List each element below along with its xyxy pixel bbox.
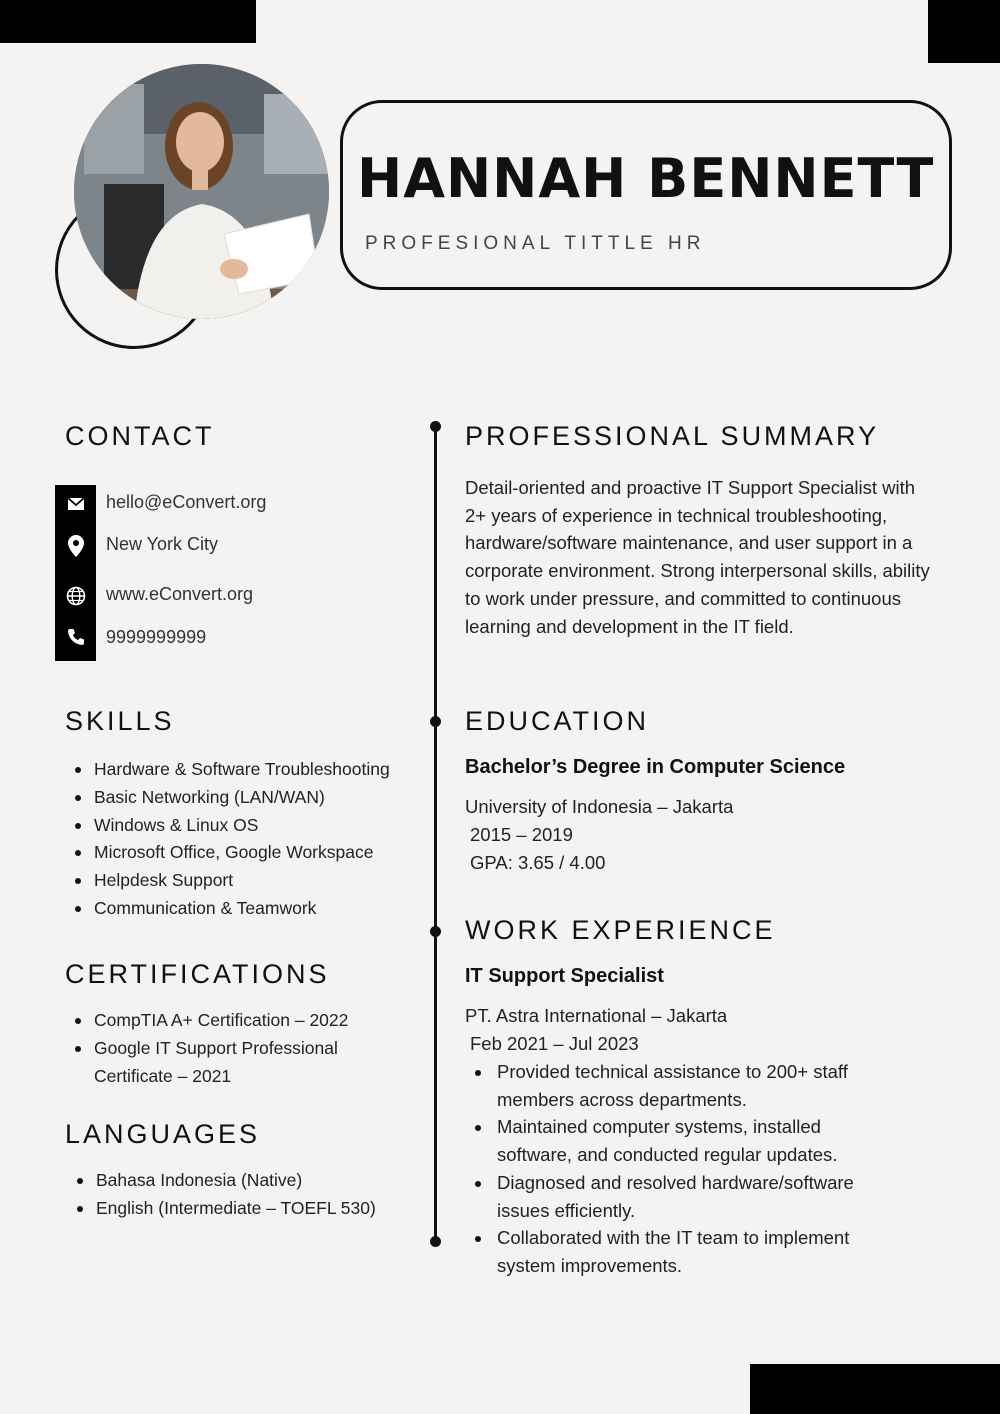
- list-item: CompTIA A+ Certification – 2022: [66, 1007, 376, 1035]
- list-item: Bahasa Indonesia (Native): [68, 1167, 418, 1195]
- name-card: [340, 100, 952, 290]
- languages-heading: LANGUAGES: [65, 1119, 261, 1149]
- certifications-list: [66, 1007, 376, 1090]
- contact-website[interactable]: www.eConvert.org: [106, 584, 254, 604]
- contact-email[interactable]: hello@eConvert.org: [106, 492, 267, 512]
- education-gpa: GPA: 3.65 / 4.00: [470, 852, 606, 873]
- job-title: PROFESIONAL TITTLE HR: [365, 233, 706, 254]
- list-item: Microsoft Office, Google Workspace: [66, 839, 416, 867]
- education-heading: EDUCATION: [465, 706, 650, 736]
- timeline-dot: [430, 421, 441, 432]
- summary-heading: PROFESSIONAL SUMMARY: [465, 421, 880, 451]
- company-name: PT. Astra International – Jakarta: [465, 1005, 728, 1026]
- job-role: IT Support Specialist: [465, 965, 664, 987]
- list-item: Helpdesk Support: [66, 867, 416, 895]
- list-item: Collaborated with the IT team to implement system improvements.: [465, 1224, 895, 1279]
- contact-phone[interactable]: 9999999999: [106, 627, 207, 647]
- timeline-dot: [430, 716, 441, 727]
- list-item: Basic Networking (LAN/WAN): [66, 784, 416, 812]
- skills-list: [66, 756, 416, 923]
- globe-icon: [55, 586, 96, 606]
- list-item: Provided technical assistance to 200+ staff members across departments.: [465, 1058, 895, 1113]
- timeline-dot: [430, 926, 441, 937]
- phone-icon: [55, 628, 96, 646]
- list-item: Google IT Support Professional Certificate – 2021: [66, 1035, 376, 1091]
- employment-dates: Feb 2021 – Jul 2023: [470, 1033, 639, 1054]
- degree-title: Bachelor’s Degree in Computer Science: [465, 756, 846, 778]
- languages-list: [68, 1167, 418, 1223]
- list-item: Windows & Linux OS: [66, 812, 416, 840]
- school-name: University of Indonesia – Jakarta: [465, 796, 734, 817]
- education-years: 2015 – 2019: [470, 824, 573, 845]
- list-item: Diagnosed and resolved hardware/software issues efficiently.: [465, 1169, 895, 1224]
- list-item: Communication & Teamwork: [66, 895, 416, 923]
- contact-heading: CONTACT: [65, 421, 215, 451]
- profile-photo: [74, 64, 329, 319]
- candidate-name: HANNAH BENNETT: [357, 147, 935, 210]
- skills-heading: SKILLS: [65, 706, 175, 736]
- list-item: Maintained computer systems, installed software, and conducted regular updates.: [465, 1113, 895, 1168]
- decor-block-top-right: [928, 0, 1000, 63]
- timeline-dot: [430, 1236, 441, 1247]
- work-heading: WORK EXPERIENCE: [465, 915, 776, 945]
- list-item: English (Intermediate – TOEFL 530): [68, 1195, 418, 1223]
- summary-text: Detail-oriented and proactive IT Support Specialist with 2+ years of experience in technical troubleshooting, hardware/software maintenance, and user support in a corporate environment. Strong interpersonal skills, ability to work under pressure, and committed to continuous learning and development in the IT field.: [465, 477, 930, 637]
- contact-location: New York City: [106, 534, 219, 554]
- work-duties-list: [465, 1058, 895, 1280]
- email-icon: [55, 497, 96, 511]
- decor-block-bottom-right: [750, 1364, 1000, 1414]
- list-item: Hardware & Software Troubleshooting: [66, 756, 416, 784]
- decor-block-top-left: [0, 0, 256, 43]
- certifications-heading: CERTIFICATIONS: [65, 959, 330, 989]
- contact-icon-bar: [55, 485, 96, 661]
- timeline-line: [434, 426, 437, 1242]
- location-pin-icon: [55, 535, 96, 557]
